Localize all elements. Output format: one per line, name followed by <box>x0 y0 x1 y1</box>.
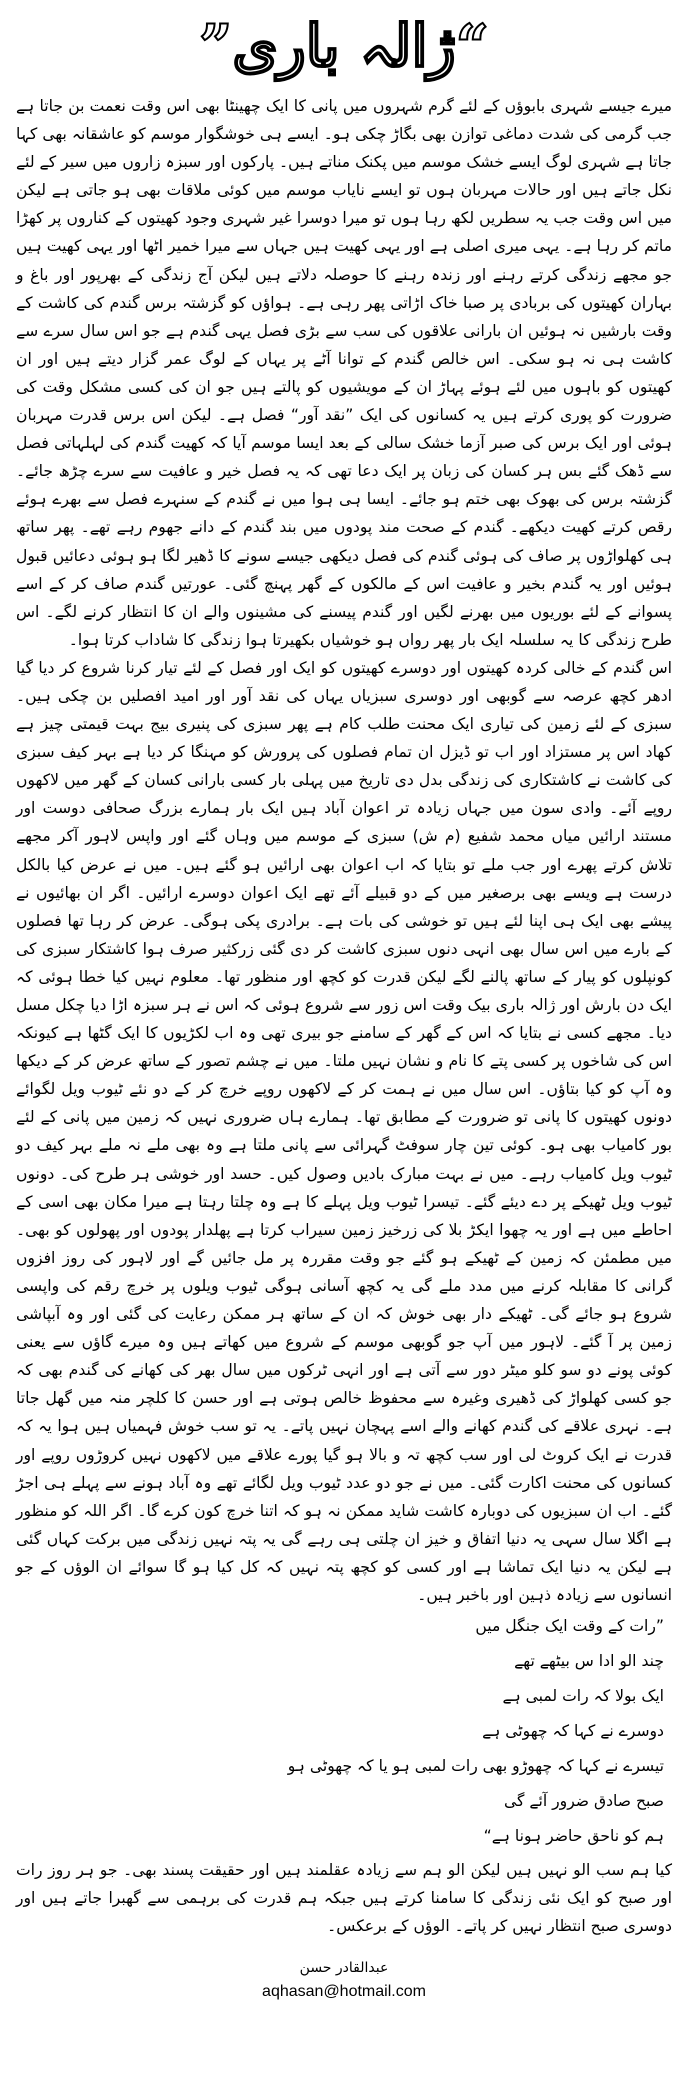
closing-paragraph: کیا ہم سب الو نہیں ہیں لیکن الو ہم سے زیادہ عقلمند ہیں اور حقیقت پسند بھی۔ جو ہر روز رات اور صبح کو ایک نئی زندگی کا سامنا کرتے ہیں جبکہ ہم قدرت کی برہمی سے گھبرا جاتے ہیں اور دوسری صبح انتظار نہیں کر پاتے۔ الوؤں کے برعکس۔ <box>16 1861 672 1936</box>
poem-line: چند الو ادا س بیٹھے تھے <box>514 1652 664 1671</box>
poem-line: دوسرے نے کہا کہ چھوٹی ہے <box>482 1722 664 1741</box>
quoted-poem <box>16 1609 672 1854</box>
paragraph-1: میرے جیسے شہری بابوؤں کے لئے گرم شہروں میں پانی کا ایک چھینٹا بھی اس وقت نعمت بن جاتا ہے جب گرمی کی شدت دماغی توازن بھی بگاڑ چکی ہو۔ ایسے ہی خوشگوار موسم کو عاشقانہ بھی کہا جاتا ہے شہری لوگ ایسے خشک موسم میں پکنک مناتے ہیں۔ پارکوں اور سبزہ زاروں میں سیر کے لئے نکل جاتے ہیں اور حالات مہربان ہوں تو ایسے نایاب موسم میں کوئی ملاقات بھی ہو جاتی ہے لیکن میں اس وقت جب یہ سطریں لکھ رہا ہوں تو میرا دوسرا غیر شہری وجود کھیتوں کے کناروں پر کھڑا ماتم کر رہا ہے۔ یہی میری اصلی ہے اور یہی کھیت ہیں جہاں سے میرا خمیر اٹھا اور یہی کھیت ہیں جو مجھے زندگی کرتے رہنے اور زندہ رہنے کا حوصلہ دلاتے ہیں لیکن آج زندگی کے بھرپور اور باغ و بہاران کھیتوں کی بربادی پر صبا خاک اڑاتی پھر رہی ہے۔ ہواؤں کو گزشتہ برس گندم کی کاشت کے وقت بارشیں نہ ہوئیں ان بارانی علاقوں کی سب سے بڑی فصل یہی گندم ہے جو اس سال سرے سے کاشت ہی نہ ہو سکی۔ اس خالص گندم کے توانا آٹے پر یہاں کے لوگ عمر گزار دیتے ہیں اور ان کھیتوں کو باہوں میں لئے ہوئے پہاڑ ان کے مویشیوں کو پالتے ہیں جو ان کی کسی مشکل وقت کی ضرورت کو پوری کرتے ہیں یہ کسانوں کی ایک ”نقد آور“ فصل ہے۔ لیکن اس برس قدرت مہربان ہوئی اور ایک برس کی صبر آزما خشک سالی کے بعد ایسا موسم آیا کہ کھیت گندم کی لہلہاتی فصل سے ڈھک گئے بس ہر کسان کی زبان پر ایک دعا تھی کہ یہ فصل خیر و عافیت سے سرے چڑھ جائے۔ گزشتہ برس کی بھوک بھی ختم ہو جائے۔ ایسا ہی ہوا میں نے گندم کے سنہرے فصل سے بھرے ہوئے رقص کرتے کھیت دیکھے۔ گندم کے صحت مند پودوں میں بند گندم کے دانے جھوم رہے تھے۔ پھر ساتھ ہی کھلواڑوں پر صاف کی ہوئی گندم کی فصل دیکھی جیسے سونے کا ڈھیر لگا ہو ہوئی دعائیں قبول ہوئیں اور یہ گندم بخیر و عافیت اس کے مالکوں کے گھر پہنچ گئی۔ عورتیں گندم صاف کر کے اسے پسوانے کے لئے بوریوں میں بھرنے لگیں اور گندم پیسنے کی مشینوں والے ان کا انتظار کرنے لگے۔ اس طرح زندگی کا یہ سلسلہ ایک بار پھر رواں ہو خوشیاں بکھیرتا ہوا زندگی کا شاداب کرتا ہوا۔ <box>16 97 672 649</box>
poem-line: ”رات کے وقت ایک جنگل میں <box>475 1617 664 1636</box>
poem-line: تیسرے نے کہا کہ چھوڑو بھی رات لمبی ہو یا کہ چھوٹی ہو <box>287 1757 664 1776</box>
poem-line: صبح صادق ضرور آئے گی <box>503 1792 664 1811</box>
poem-line: ہم کو ناحق حاضر ہونا ہے“ <box>483 1827 664 1846</box>
byline <box>16 1956 672 2004</box>
poem-line: ایک بولا کہ رات لمبی ہے <box>502 1687 664 1706</box>
column-body <box>16 92 672 1609</box>
column-headline: “ژالہ باری” <box>199 12 489 80</box>
author-email: aqhasan@hotmail.com <box>262 1982 426 2000</box>
headline-area <box>16 0 672 92</box>
paragraph-2: اس گندم کے خالی کردہ کھیتوں اور دوسرے کھیتوں کو ایک اور فصل کے لئے تیار کرنا شروع کر دیا گیا ادھر کچھ عرصہ سے گوبھی اور دوسری سبزیاں یہاں کی نقد آور اور امید افصلیں بن چکی ہیں۔ سبزی کے لئے زمین کی تیاری ایک محنت طلب کام ہے پھر سبزی کی پنیری بیج بہت قیمتی چیز ہے کھاد اس پر مستزاد اور اب تو ڈیزل ان تمام فصلوں کی پرورش کو مہنگا کر دیا ہے بہر کیف سبزی کی کاشت نے کاشتکاری کی زندگی بدل دی تاریخ میں پہلی بار کسی بارانی کسان کے گھر میں لاکھوں روپے آئے۔ وادی سون میں جہاں زیادہ تر اعوان آباد ہیں ایک بار ہمارے بزرگ صحافی دوست اور مستند ارائیں میاں محمد شفیع (م ش) سبزی کے موسم میں وہاں گئے اور واپس لاہور آکر مجھے تلاش کرتے پھرے اور جب ملے تو بتایا کہ اب اعوان بھی ارائیں ہو گئے ہیں۔ میں نے عرض کیا بالکل درست ہے ویسے بھی برصغیر میں کے دو قبیلے آئے تھے ایک اعوان دوسرے ارائیں۔ اگر ان بھائیوں نے پیشے بھی ایک ہی اپنا لئے ہیں تو خوشی کی بات ہے۔ برادری پکی ہوگی۔ عرض کر رہا تھا فصلوں کے بارے میں اس سال بھی انہی دنوں سبزی کاشت کر دی گئی زرکثیر صرف ہوا کاشتکار سبزی کی کونپلوں کو پیار کے ساتھ پالنے لگے لیکن قدرت کو کچھ اور منظور تھا۔ معلوم نہیں کیا خطا ہوئی کہ ایک دن بارش اور ژالہ باری بیک وقت اس زور سے شروع ہوئی کہ اس نے ہر سبزہ اڑا دیا چکل مسل دیا۔ مجھے کسی نے بتایا کہ اس کے گھر کے سامنے جو بیری تھی وہ اب لکڑیوں کا ایک گٹھا ہے کیونکہ اس کی شاخوں پر کسی پتے کا نام و نشان نہیں ملتا۔ میں نے چشم تصور کے ساتھ عرض کر کے دیکھا وہ آپ کو کیا بتاؤں۔ اس سال میں نے ہمت کر کے لاکھوں روپے خرچ کر کے دو نئے ٹیوب ویل لگوائے دونوں کھیتوں کا پانی تو ضرورت کے مطابق تھا۔ ہمارے ہاں ضروری نہیں کہ زمین میں پانی کے لئے بور کامیاب بھی ہو۔ کوئی تین چار سوفٹ گہرائی سے پانی ملتا ہے وہ بھی ملے نہ ملے بہر کیف دو ٹیوب ویل کامیاب رہے۔ میں نے بہت مبارک بادیں وصول کیں۔ حسد اور خوشی ہر طرح کی۔ دونوں ٹیوب ویل ٹھیکے پر دے دیئے گئے۔ تیسرا ٹیوب ویل پہلے کا ہے وہ چلتا رہتا ہے میرا مکان بھی اسی کے احاطے میں ہے اور یہ چھوا ایکڑ بلا کی زرخیز زمین سیراب کرتا ہے پھلدار پودوں اور پھولوں کو بھی۔ میں مطمئن کہ زمین کے ٹھیکے ہو گئے جو وقت مقررہ پر مل جائیں گے اور لاہور کی روز افزوں گرانی کا مقابلہ کرنے میں مدد ملے گی یہ کچھ آسانی ہوگی ٹیوب ویلوں پر خرچ رقم کی واپسی شروع ہو جائے گی۔ ٹھیکے دار بھی خوش کہ ان کے ساتھ ہر ممکن رعایت کی گئی اور وہ آبپاشی زمین پر آ گئے۔ لاہور میں آپ جو گوبھی موسم کے شروع میں کھاتے ہیں وہ میرے گاؤں سے یعنی کوئی پونے دو سو کلو میٹر دور سے آتی ہے اور انہی ٹرکوں میں سال بھر کی کھانے کی گندم بھی کہ جو کسی کھلواڑ کی ڈھیری وغیرہ سے محفوظ خالص ہوتی ہے اور حسن کا کلچر منہ میں گھل جاتا ہے۔ نہری علاقے کی گندم کھانے والے اسے پہچان نہیں پاتے۔ یہ تو سب خوش فہمیاں ہیں ہوا یہ کہ قدرت نے ایک کروٹ لی اور سب کچھ تہ و بالا ہو گیا پورے علاقے میں لاکھوں نہیں کروڑوں روپے اور کسانوں کی محنت اکارت گئی۔ میں نے جو دو عدد ٹیوب ویل لگائے تھے وہ آباد ہونے سے پہلے ہی اجڑ گئے۔ اب ان سبزیوں کی دوبارہ کاشت شاید ممکن نہ ہو کہ اتنا خرچ کون کرے گا۔ اگر اللہ کو منظور ہے اگلا سال سہی یہ دنیا اتفاق و خیز ان چلتی ہی رہے گی یہ پتہ نہیں زندگی میں برکت کہاں گئی ہے لیکن یہ دنیا ایک تماشا ہے اور کسی کو کچھ پتہ نہیں کہ کل کیا ہو گا سوائے ان الوؤں کے جو انسانوں سے زیادہ ذہین اور باخبر ہیں۔ <box>16 658 672 1604</box>
author-name: عبدالقادر حسن <box>299 1959 389 1976</box>
